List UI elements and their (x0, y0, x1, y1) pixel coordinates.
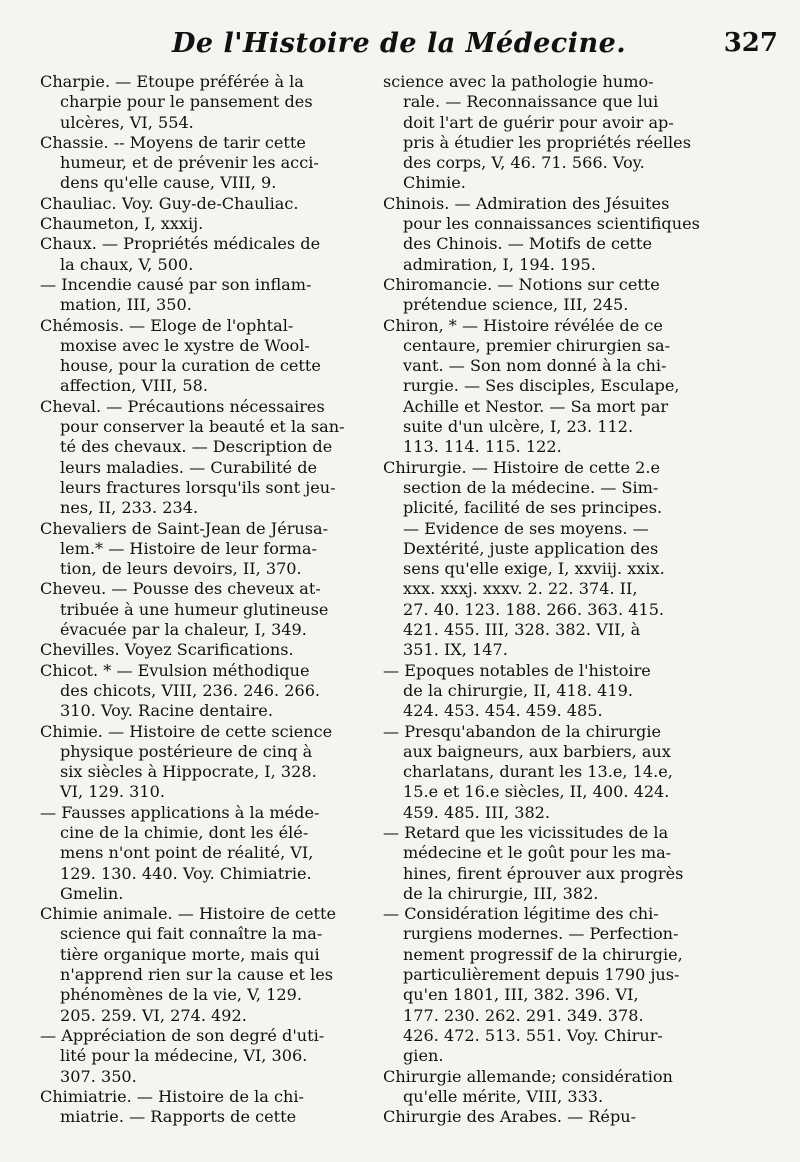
entry-line: 351. IX, 147. (403, 640, 508, 660)
entry-line: Achille et Nestor. — Sa mort par (403, 396, 669, 416)
entry-line: xxx. xxxj. xxxv. 2. 22. 374. II, (403, 579, 638, 599)
entry-line: pour les connaissances scientifiques (403, 214, 700, 234)
entry-line: science qui fait connaître la ma- (60, 924, 323, 944)
index-entry (383, 194, 707, 275)
entry-line: des corps, V, 46. 71. 566. Voy. (403, 153, 645, 173)
index-entry (383, 1067, 707, 1108)
entry-line: Chaux. — Propriétés médicales de (40, 234, 321, 254)
index-entry (40, 661, 365, 722)
entry-line: phénomènes de la vie, V, 129. (60, 985, 302, 1005)
entry-line: cine de la chimie, dont les élé- (60, 822, 309, 842)
entry-line: nes, II, 233. 234. (60, 498, 199, 518)
entry-line: — Considération légitime des chi- (383, 904, 659, 924)
entry-line: humeur, et de prévenir les acci- (60, 153, 319, 173)
entry-line: admiration, I, 194. 195. (403, 254, 596, 274)
entry-line: suite d'un ulcère, I, 23. 112. (403, 417, 634, 437)
entry-line: sens qu'elle exige, I, xxviij. xxix. (403, 559, 665, 579)
index-entry (40, 904, 365, 1026)
index-entry (40, 1087, 365, 1128)
entry-line: rurgie. — Ses disciples, Esculape, (403, 376, 680, 396)
entry-line: rurgiens modernes. — Perfection- (403, 924, 679, 944)
entry-line: gien. (403, 1046, 444, 1066)
entry-line: Chimiatrie. — Histoire de la chi- (40, 1086, 304, 1106)
entry-line: Gmelin. (60, 883, 124, 903)
entry-line: Chassie. -- Moyens de tarir cette (40, 132, 306, 152)
entry-line: la chaux, V, 500. (60, 254, 194, 274)
index-entry (40, 803, 365, 904)
entry-line: charpie pour le pansement des (60, 92, 313, 112)
index-entry (40, 275, 365, 316)
index-entry (40, 519, 365, 580)
entry-line: de la chirurgie, III, 382. (403, 883, 599, 903)
entry-line: pour conserver la beauté et la san- (60, 417, 345, 437)
index-entry (40, 1026, 365, 1087)
entry-line: lité pour la médecine, VI, 306. (60, 1046, 308, 1066)
entry-line: pris à étudier les propriétés réelles (403, 132, 691, 152)
index-entry (40, 722, 365, 803)
entry-line: 129. 130. 440. Voy. Chimiatrie. (60, 863, 312, 883)
right-column (383, 72, 707, 1127)
entry-line: Chimie animale. — Histoire de cette (40, 904, 336, 924)
entry-line: 27. 40. 123. 188. 266. 363. 415. (403, 599, 665, 619)
entry-line: dens qu'elle cause, VIII, 9. (60, 173, 277, 193)
entry-line: Chirurgie allemande; considération (383, 1066, 673, 1086)
entry-line: Chémosis. — Eloge de l'ophtal- (40, 315, 294, 335)
entry-line: — Presqu'abandon de la chirurgie (383, 721, 661, 741)
entry-line: — Evidence de ses moyens. — (403, 518, 649, 538)
entry-line: tribuée à une humeur glutineuse (60, 599, 329, 619)
index-entry (40, 72, 365, 133)
running-head (0, 22, 800, 66)
entry-line: house, pour la curation de cette (60, 356, 321, 376)
index-entry (383, 661, 707, 722)
entry-line: tion, de leurs devoirs, II, 370. (60, 559, 302, 579)
entry-line: aux baigneurs, aux barbiers, aux (403, 741, 671, 761)
entry-line: de la chirurgie, II, 418. 419. (403, 680, 634, 700)
entry-line: 307. 350. (60, 1066, 137, 1086)
entry-line: Charpie. — Etoupe préférée à la (40, 72, 304, 91)
entry-line: mens n'ont point de réalité, VI, (60, 843, 314, 863)
entry-line: VI, 129. 310. (60, 782, 165, 802)
entry-line: ulcères, VI, 554. (60, 112, 194, 132)
entry-line: affection, VIII, 58. (60, 376, 208, 396)
index-entry (383, 72, 707, 194)
index-entry (40, 214, 365, 234)
index-entry (40, 397, 365, 519)
entry-line: hines, firent éprouver aux progrès (403, 863, 684, 883)
index-entry (383, 316, 707, 458)
index-entry (40, 316, 365, 397)
entry-line: tière organique morte, mais qui (60, 944, 320, 964)
entry-line: plicité, facilité de ses principes. (403, 498, 663, 518)
entry-line: 421. 455. III, 328. 382. VII, à (403, 620, 641, 640)
entry-line: centaure, premier chirurgien sa- (403, 335, 671, 355)
entry-line: 459. 485. III, 382. (403, 802, 551, 822)
entry-line: Chevilles. Voyez Scarifications. (40, 640, 294, 660)
entry-line: — Epoques notables de l'histoire (383, 660, 651, 680)
entry-line: n'apprend rien sur la cause et les (60, 965, 334, 985)
entry-line: Chimie. — Histoire de cette science (40, 721, 333, 741)
entry-line: 177. 230. 262. 291. 349. 378. (403, 1005, 644, 1025)
index-entry (383, 904, 707, 1066)
entry-line: 113. 114. 115. 122. (403, 437, 562, 457)
entry-line: Dextérité, juste application des (403, 538, 659, 558)
index-entry (40, 234, 365, 275)
entry-line: vant. — Son nom donné à la chi- (403, 356, 667, 376)
entry-line: science avec la pathologie humo- (383, 72, 654, 91)
page-number: 327 (723, 28, 778, 58)
entry-line: six siècles à Hippocrate, I, 328. (60, 762, 317, 782)
index-entry (383, 458, 707, 661)
entry-line: Chinois. — Admiration des Jésuites (383, 193, 670, 213)
index-entry (383, 722, 707, 823)
entry-line: Chauliac. Voy. Guy-de-Chauliac. (40, 193, 299, 213)
entry-line: qu'elle mérite, VIII, 333. (403, 1086, 604, 1106)
entry-line: miatrie. — Rapports de cette (60, 1107, 297, 1127)
entry-line: leurs maladies. — Curabilité de (60, 457, 318, 477)
entry-line: — Fausses applications à la méde- (40, 802, 320, 822)
entry-line: qu'en 1801, III, 382. 396. VI, (403, 985, 639, 1005)
entry-line: 310. Voy. Racine dentaire. (60, 701, 273, 721)
index-entry (383, 1107, 707, 1127)
entry-line: charlatans, durant les 13.e, 14.e, (403, 762, 673, 782)
entry-line: Cheval. — Précautions nécessaires (40, 396, 325, 416)
entry-line: Chimie. (403, 173, 466, 193)
entry-line: 424. 453. 454. 459. 485. (403, 701, 603, 721)
entry-line: Chirurgie. — Histoire de cette 2.e (383, 457, 661, 477)
entry-line: Chiromancie. — Notions sur cette (383, 274, 660, 294)
entry-line: Chiron, * — Histoire révélée de ce (383, 315, 663, 335)
entry-line: Chaumeton, I, xxxij. (40, 214, 204, 234)
entry-line: — Incendie causé par son inflam- (40, 274, 312, 294)
entry-line: té des chevaux. — Description de (60, 437, 333, 457)
entry-line: — Retard que les vicissitudes de la (383, 822, 669, 842)
entry-line: lem.* — Histoire de leur forma- (60, 538, 317, 558)
entry-line: section de la médecine. — Sim- (403, 477, 659, 497)
entry-line: Cheveu. — Pousse des cheveux at- (40, 579, 321, 599)
index-entry (40, 194, 365, 214)
index-entry (40, 640, 365, 660)
left-column (40, 72, 365, 1127)
page-title: De l'Histoire de la Médecine. (172, 28, 627, 59)
entry-line: rale. — Reconnaissance que lui (403, 92, 659, 112)
entry-line: 205. 259. VI, 274. 492. (60, 1005, 247, 1025)
index-entry (383, 275, 707, 316)
entry-line: prétendue science, III, 245. (403, 295, 629, 315)
entry-line: des Chinois. — Motifs de cette (403, 234, 652, 254)
entry-line: mation, III, 350. (60, 295, 192, 315)
index-entry (40, 133, 365, 194)
entry-line: Chicot. * — Evulsion méthodique (40, 660, 310, 680)
index-entry (383, 823, 707, 904)
entry-line: Chirurgie des Arabes. — Répu- (383, 1107, 637, 1127)
entry-line: moxise avec le xystre de Wool- (60, 335, 310, 355)
entry-line: 15.e et 16.e siècles, II, 400. 424. (403, 782, 670, 802)
entry-line: évacuée par la chaleur, I, 349. (60, 620, 307, 640)
index-entry (40, 579, 365, 640)
entry-line: médecine et le goût pour les ma- (403, 843, 672, 863)
entry-line: des chicots, VIII, 236. 246. 266. (60, 680, 321, 700)
entry-line: nement progressif de la chirurgie, (403, 944, 683, 964)
entry-line: 426. 472. 513. 551. Voy. Chirur- (403, 1025, 663, 1045)
entry-line: physique postérieure de cinq à (60, 741, 313, 761)
entry-line: — Appréciation de son degré d'uti- (40, 1025, 325, 1045)
entry-line: particulièrement depuis 1790 jus- (403, 965, 680, 985)
entry-line: Chevaliers de Saint-Jean de Jérusa- (40, 518, 329, 538)
entry-line: leurs fractures lorsqu'ils sont jeu- (60, 477, 336, 497)
entry-line: doit l'art de guérir pour avoir ap- (403, 112, 674, 132)
